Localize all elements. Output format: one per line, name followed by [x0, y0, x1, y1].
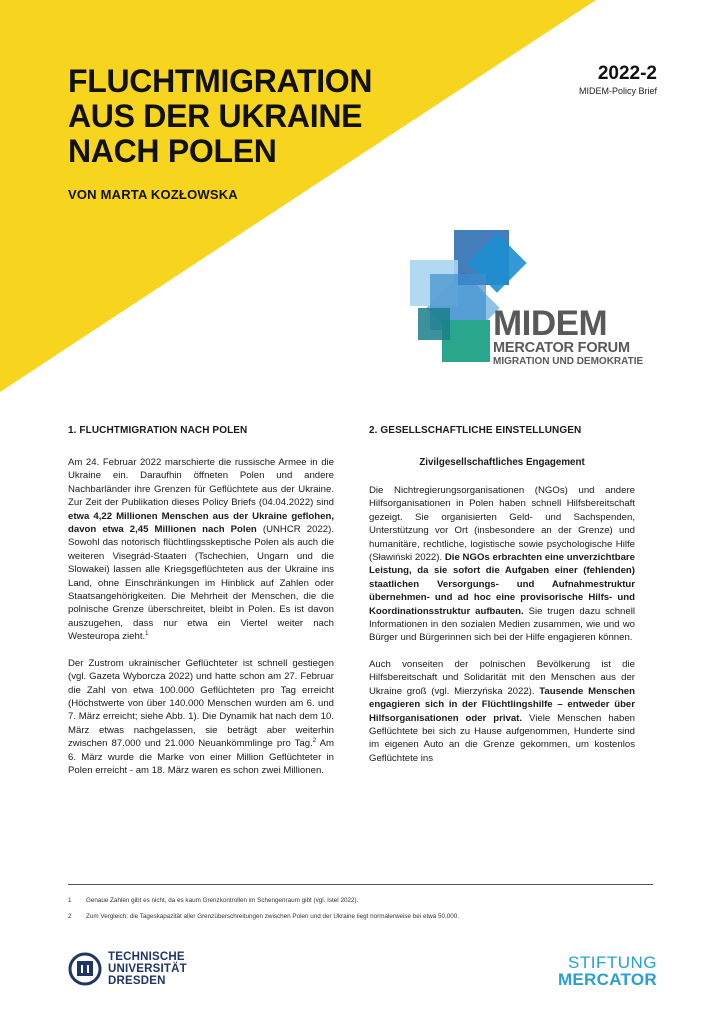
- footnote-ref: 2: [312, 737, 317, 744]
- paragraph: Auch vonseiten der polnischen Bevölkerung ist die Hilfsbereitschaft und Solidarität mit den Menschen aus der Ukraine groß (vgl. Mierzyńska 2022). Tausende Menschen engagieren sich in der Flüchtlingshilfe – entweder über Hilfsorganisationen oder privat. Viele Menschen haben Geflüchtete bei sich zu Hause aufgenommen, Hunderte sind im eigenen Auto an die Grenze gekommen, um kostenlos Geflüchtete ins: [369, 658, 635, 764]
- author-line: VON MARTA KOZŁOWSKA: [68, 187, 238, 202]
- footnote: 1 Genaue Zahlen gibt es nicht, da es kaum Grenzkontrollen im Schengenraum gibt (vgl. Istel 2022).: [68, 897, 359, 904]
- title-line: AUS DER UKRAINE: [68, 98, 363, 134]
- midem-logo: [493, 304, 644, 368]
- footnotes: [68, 893, 653, 925]
- section-heading: 2. GESELLSCHAFTLICHE EINSTELLUNGEN: [369, 425, 582, 436]
- title-line: FLUCHTMIGRATION: [68, 63, 373, 99]
- footnote: 2 Zum Vergleich: die Tageskapazität aller Grenzüberschreitungen zwischen Polen und der Ukraine liegt normalerweise bei etwa 50.000.: [68, 913, 460, 920]
- paragraph: Der Zustrom ukrainischer Geflüchteter ist schnell gestiegen (vgl. Gazeta Wyborcza 2022) und hatte schon am 27. Februar die Zahl von etwa 100.000 Geflüchteten pro Tag erreicht (Höchstwerte von über 140.000 Menschen wurden am 6. und 7. März erreicht; siehe Abb. 1). Die Dynamik hat nach dem 10. März etwas nachgelassen, sie beträgt aber weiterhin zwischen 87.000 und 21.000 Neuankömmlinge pro Tag.$^2$ Am 6. März wurde die Marke von einer Million Geflüchteter in Polen erreicht - am 18. März waren es schon zwei Millionen.: [68, 657, 335, 776]
- tud-emblem-icon: [68, 952, 102, 986]
- midem-subtitle-2: MIGRATION UND DEMOKRATIE: [493, 356, 644, 367]
- right-column: [369, 424, 635, 778]
- mercator-label: MERCATOR: [557, 970, 657, 989]
- subsection-heading: Zivilgesellschaftliches Engagement: [419, 457, 585, 468]
- issue-block: [579, 63, 657, 96]
- title-line: NACH POLEN: [68, 133, 277, 169]
- series-label: MIDEM-Policy Brief: [578, 86, 657, 96]
- stiftung-label: STIFTUNG: [568, 953, 657, 972]
- paragraph: Am 24. Februar 2022 marschierte die russische Armee in die Ukraine ein. Daraufhin öffneten Polen und andere Nachbarländer ihre Grenzen für Geflüchtete aus der Ukraine. Zur Zeit der Publikation dieses Policy Briefs (04.04.2022) sind etwa 4,22 Millionen Menschen aus der Ukraine geflohen, davon etwa 2,45 Millionen nach Polen (UNHCR 2022). Sowohl das notorisch flüchtlingsskeptische Polen als auch die weiteren Visegrád-Staaten (Tschechien, Ungarn und die Slowakei) lassen alle Kriegsgeflüchteten aus der Ukraine ins Land, ohne Einschränkungen im Hinblick auf Zahlen oder Staatsangehörigkeiten. Die Mehrheit der Menschen, die die polnische Grenze überschreitet, bleibt in Polen. Es ist davon auszugehen, dass nur etwa ein Viertel weiter nach Westeuropa zieht.$^1$: [68, 457, 334, 643]
- midem-subtitle: MERCATOR FORUM: [493, 340, 630, 356]
- paragraph: Die Nichtregierungsorganisationen (NGOs) und andere Hilfsorganisationen in Polen haben schnell Hilfsbereitschaft gezeigt. Sie organisierten Geld- und Sachspenden, Unterstützung vor Ort (insbesondere an der Grenze) und humanitäre, rechtliche, logistische sowie psychologische Hilfe (Sławiński 2022). Die NGOs erbrachten eine unverzichtbare Leistung, da sie sofort die Aufgaben einer (fehlenden) staatlichen Versorgungs- und Aufnahmestruktur übernehmen- und ad hoc eine provisorische Hilfs- und Koordinationsstruktur aufbauten. Sie trugen dazu schnell Informationen in den sozialen Medien zusammen, wie und wo Bürger und Bürgerinnen sich bei der Hilfe engagieren können.: [369, 485, 635, 644]
- section-heading: 1. FLUCHTMIGRATION NACH POLEN: [68, 425, 248, 436]
- tud-wordmark: TECHNISCHE UNIVERSITÄT DRESDEN: [108, 951, 187, 987]
- tud-logo: [68, 951, 187, 987]
- stiftung-mercator-logo: [558, 954, 657, 989]
- midem-wordmark: MIDEM: [493, 304, 608, 343]
- page-title: [68, 64, 372, 169]
- issue-number: 2022-2: [597, 63, 657, 84]
- footnote-ref: 1: [145, 631, 149, 638]
- left-column: [68, 424, 334, 790]
- footnote-divider: [68, 884, 653, 885]
